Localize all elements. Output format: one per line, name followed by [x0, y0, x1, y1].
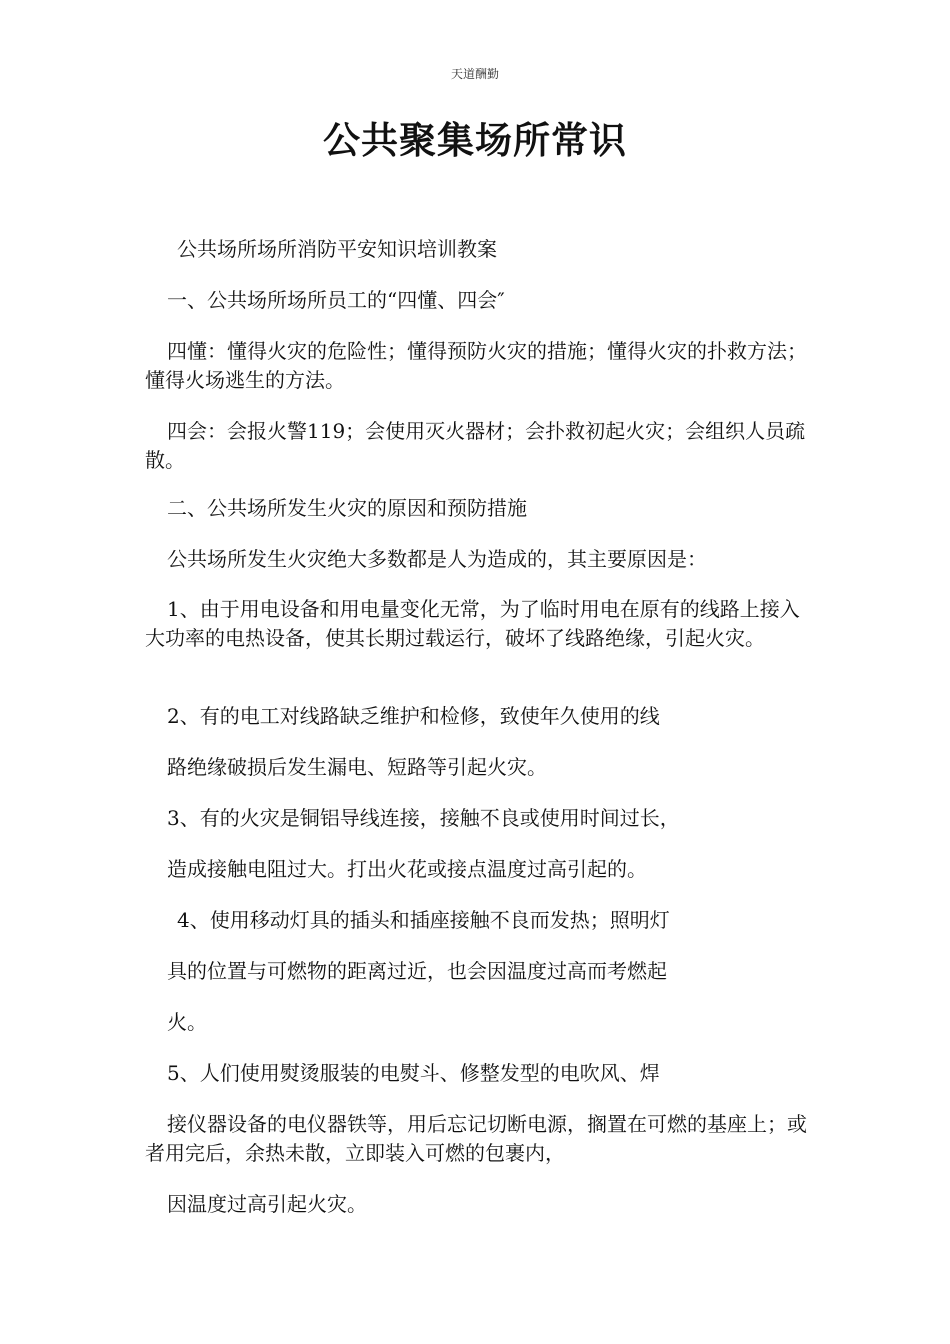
- paragraph-5: 二、公共场所发生火灾的原因和预防措施: [167, 496, 527, 520]
- paragraph-11: 造成接触电阻过大。打出火花或接点温度过高引起的。: [167, 857, 647, 881]
- paragraph-4: 四会：会报火警119；会使用灭火器材；会扑救初起火灾；会组织人员疏散。: [145, 419, 806, 472]
- paragraph-3: 四懂：懂得火灾的危险性；懂得预防火灾的措施；懂得火灾的扑救方法；懂得火场逃生的方法。: [145, 339, 807, 392]
- paragraph-7: 1、由于用电设备和用电量变化无常，为了临时用电在原有的线路上接入大功率的电热设备，使其长期过载运行，破坏了线路绝缘，引起火灾。: [145, 597, 800, 650]
- paragraph-8: 2、有的电工对线路缺乏维护和检修，致使年久使用的线: [167, 704, 660, 728]
- document-title: 公共聚集场所常识: [323, 118, 627, 162]
- page-header: 天道酬勤: [450, 67, 499, 81]
- paragraph-2: 一、公共场所场所员工的“四懂、四会″: [167, 288, 505, 312]
- paragraph-12: 4、使用移动灯具的插头和插座接触不良而发热；照明灯: [177, 908, 670, 932]
- paragraph-1: 公共场所场所消防平安知识培训教案: [177, 237, 497, 261]
- paragraph-13: 具的位置与可燃物的距离过近，也会因温度过高而考燃起: [167, 959, 667, 983]
- paragraph-15: 5、人们使用熨烫服装的电熨斗、修整发型的电吹风、焊: [167, 1061, 660, 1085]
- paragraph-9: 路绝缘破损后发生漏电、短路等引起火灾。: [167, 755, 547, 779]
- paragraph-6: 公共场所发生火灾绝大多数都是人为造成的，其主要原因是：: [167, 547, 707, 571]
- paragraph-17: 因温度过高引起火灾。: [167, 1192, 367, 1216]
- paragraph-10: 3、有的火灾是铜铝导线连接，接触不良或使用时间过长，: [167, 806, 680, 830]
- paragraph-16: 接仪器设备的电仪器铁等，用后忘记切断电源，搁置在可燃的基座上；或者用完后，余热未散，立即装入可燃的包裹内，: [145, 1112, 807, 1165]
- paragraph-14: 火。: [167, 1010, 207, 1034]
